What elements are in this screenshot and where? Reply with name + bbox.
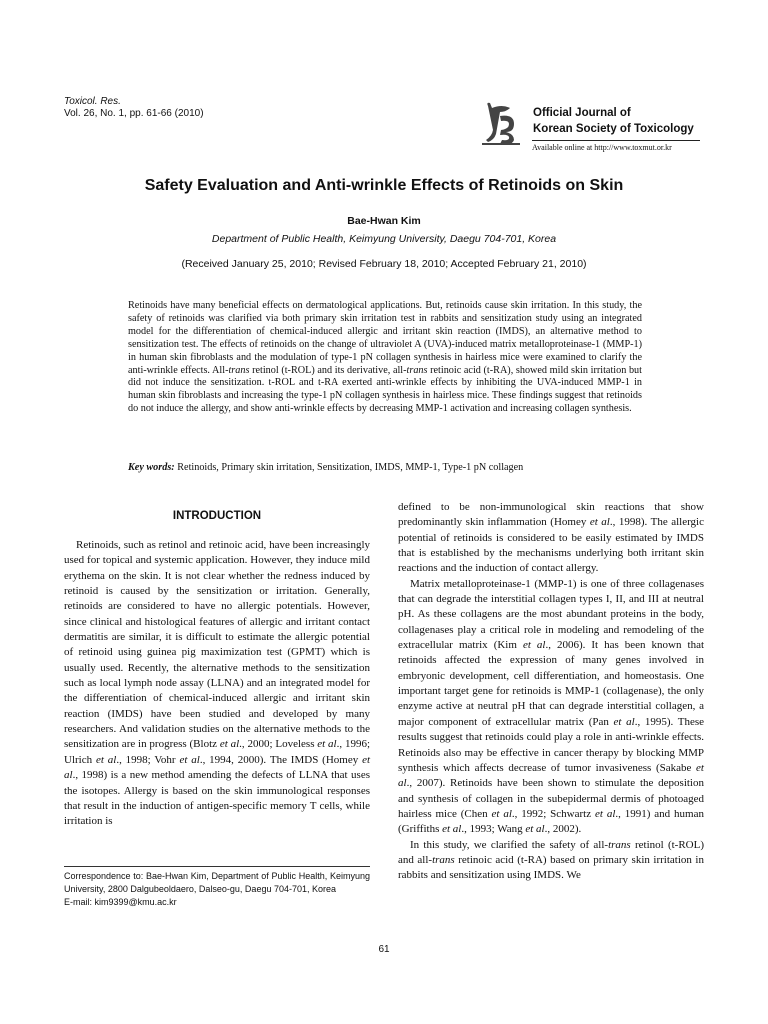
society-logo-icon [480,100,522,146]
abstract-italic: trans [406,364,428,376]
journal-volume: Vol. 26, No. 1, pp. 61-66 (2010) [64,108,204,119]
abstract-text: retinoic acid (t-RA), showed mild skin irritation but did not induce the sensitization. t-ROL and t-RA exerted anti-wrinkle effects by inhibiting the UVA-induced MMP-1 in human skin fibroblasts and increasing the type-1 pN collagen synthesis in hairless mice. These findings suggest that retinoids do not induce the allergy, and show anti-wrinkle effects by decreasing MMP-1 activation and increasing collagen synthesis. [128,364,642,415]
footnote-rule [64,866,370,867]
paragraph: Matrix metalloproteinase-1 (MMP-1) is one of three collagenases that can degrade the interstitial collagen types I, II, and III at neutral pH. As these collagens are the most abundant proteins in the body, collagenases play a critical role in modeling and remodeling of the extracellular matrix (Kim et al., 2006). It has been known that retinoids affected the expression of many genes involved in embryonic development, cell differentiation, and homeostasis. One important target gene for retinoids is MMP-1 (collagenase), the only enzyme active at neutral pH that can degrade interstitial collagen, a major component of extracellular matrix (Pan et al., 1995). These results suggest that retinoids could play a role in anti-wrinkle effects. Retinoids also may be effective in cancer therapy by blocking MMP synthesis which affects decrease of tumor invasiveness (Sakabe et al., 2007). Retinoids have been shown to stimulate the deposition and synthesis of collagen in the subepidermal dermis of photoaged hairless mice (Chen et al., 1992; Schwartz et al., 1991) and human (Griffiths et al., 1993; Wang et al., 2002). [398,577,705,836]
abstract [128,300,642,416]
article-title: Safety Evaluation and Anti-wrinkle Effects of Retinoids on Skin [144,177,624,194]
official-line-2: Korean Society of Toxicology [533,123,694,135]
keywords-list: Retinoids, Primary skin irritation, Sensitization, IMDS, MMP-1, Type-1 pN collagen [177,462,524,473]
abstract-text: retinol (t-ROL) and its derivative, all- [249,364,407,376]
keywords [128,461,642,474]
journal-citation [64,96,204,120]
header-divider [532,140,700,141]
official-line-1: Official Journal of [533,107,631,119]
author-name: Bae-Hwan Kim [347,215,421,227]
journal-name: Toxicol. Res. [64,96,121,107]
paragraph: defined to be non-immunological skin reactions that show predominantly skin inflammation (Homey et al., 1998). The allergic potential of retinoids is considered to be easily estimated by IMDS that is established by the mechanisms underlying both irritant skin reactions and the induction of contact allergy. [398,501,704,575]
section-heading: INTRODUCTION [172,510,262,522]
keywords-label: Key words: [128,462,175,473]
available-online: Available online at http://www.toxmut.or.kr [532,143,672,152]
body-column-right [398,500,704,884]
correspondence-footnote [64,870,370,909]
correspondence-address: Correspondence to: Bae-Hwan Kim, Department of Public Health, Keimyung University, 2800 Dalgubeoldaero, Dalseo-gu, Daegu 704-701, Korea [64,871,370,894]
received-dates: (Received January 25, 2010; Revised February 18, 2010; Accepted February 21, 2010) [181,258,587,270]
paragraph: In this study, we clarified the safety of all-trans retinol (t-ROL) and all-trans retinoic acid (t-RA) based on primary skin irritation in rabbits and sensitization using IMDS. We [398,838,704,882]
paragraph: Retinoids, such as retinol and retinoic acid, have been increasingly used for topical and systemic application. However, they induce mild erythema on the skin. It is not clear whether the redness induced by retinoid is caused by the sensitization or irritation. Generally, retinoids are considered to have no allergic potentials. However, since clinical and histological features of allergic and irritant contact dermatitis are similar, it is difficult to estimate the allergic potential of retinoid using guinea pig maximization test (GPMT) which is usually used. Recently, the alternative methods to the sensitization such as local lymph node assay (LLNA) and an integrated model for the differentiation of chemical-induced allergic and irritant skin reaction (IMDS) have been studied and developed by many researchers. And validation studies on the alternative methods to the sensitization are in progress (Blotz et al., 2000; Loveless et al., 1996; Ulrich et al., 1998; Vohr et al., 1994, 2000). The IMDS (Homey et al., 1998) is a new method amending the defects of LLNA that uses the isotopes. Allergy is based on the skin immunological responses that result in the induction of antigen-specific memory T cells, while irritation is [64,539,371,828]
page-number: 61 [378,944,390,955]
body-column-left [64,538,370,830]
author-affiliation: Department of Public Health, Keimyung University, Daegu 704-701, Korea [211,233,557,245]
correspondence-email: E-mail: kim9399@kmu.ac.kr [64,897,177,907]
abstract-italic: trans [228,364,250,376]
abstract-text: Retinoids have many beneficial effects on dermatological applications. But, retinoids cause skin irritation. In this study, the safety of retinoids was clarified via both primary skin irritation test in rabbits and sensitization study using an integrated model for the differentiation of chemical-induced allergic and irritant skin reaction (IMDS), an alternative method to sensitization test. The effects of retinoids on the change of ultraviolet A (UVA)-induced matrix metalloproteinase-1 (MMP-1) in human skin fibroblasts and the modulation of type-1 pN collagen synthesis in hairless mice were examined to clarify the anti-wrinkle effects. All- [128,300,642,376]
official-journal-label [533,105,694,137]
